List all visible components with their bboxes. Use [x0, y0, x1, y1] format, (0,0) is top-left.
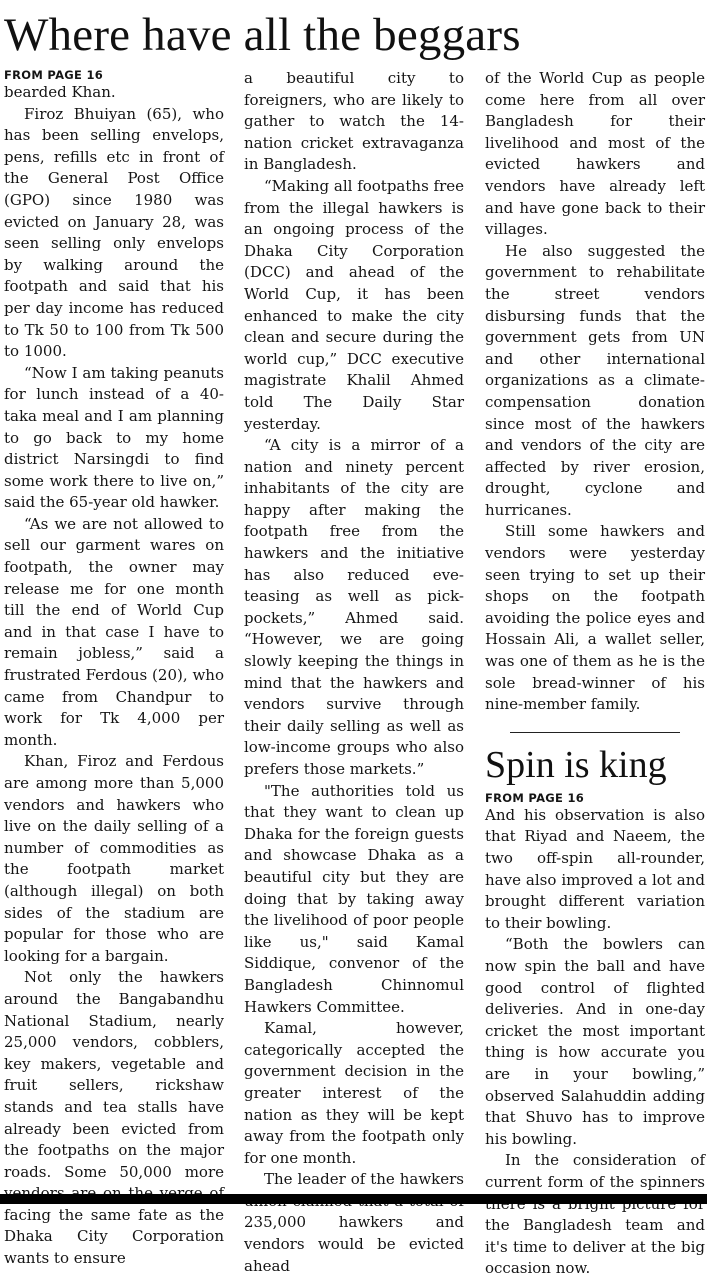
- paragraph: "The authorities told us that they want to clean up Dhaka for the foreign guests and showcase Dhaka as a beautiful city but they are doing that by taking away the livelihood of poor people like us," said Kamal Siddique, convenor of the Bangladesh Chinnomul Hawkers Committee.: [244, 781, 464, 1016]
- column-3: [485, 68, 705, 1280]
- paragraph: Still some hawkers and vendors were yesterday seen trying to set up their shops on the footpath avoiding the police eyes and Hossain Ali, a wallet seller, was one of them as he is the sole bread-winner of his nine-member family.: [485, 522, 705, 714]
- paragraph: Firoz Bhuiyan (65), who has been selling envelops, pens, refills etc in front of the General Post Office (GPO) since 1980 was evicted on January 28, was seen selling only envelops by walking around the footpath and said that his per day income has reduced to Tk 50 to 100 from Tk 500 to 1000.: [4, 104, 224, 361]
- spin-headline: Spin is king: [485, 743, 667, 786]
- paragraph: “Making all footpaths free from the illegal hawkers is an ongoing process of the Dhaka City Corporation (DCC) and ahead of the World Cup, it has been enhanced to make the city clean and secure during the world cup,” DCC executive magistrate Khalil Ahmed told The Daily Star yesterday.: [244, 176, 465, 433]
- paragraph: “Both the bowlers can now spin the ball and have good control of flighted deliveries. And in one-day cricket the most important thing is how accurate you are in your bowling,” observed Salahuddin adding that Shuvo has to improve his bowling.: [485, 935, 705, 1148]
- paragraph: “Now I am taking peanuts for lunch instead of a 40-taka meal and I am planning to go back to my home district Narsingdi to find some work there to live on,” said the 65-year old hawker.: [4, 363, 224, 512]
- column-1: [4, 68, 224, 1270]
- section-divider: [510, 732, 680, 733]
- bottom-border: [0, 1194, 707, 1204]
- paragraph: bearded Khan.: [4, 83, 116, 101]
- paragraph: Not only the hawkers around the Bangabandhu National Stadium, nearly 25,000 vendors, cobblers, key makers, vegetable and fruit sellers, rickshaw stands and tea stalls have already been evicted from the footpaths on the major roads. Some 50,000 more facing the same fate as the Dhaka City Corporation wants to ensure: [4, 968, 224, 1268]
- paragraph: Khan, Firoz and Ferdous are among more than 5,000 vendors and hawkers who live on the daily selling of a number of commodities as the footpath market (although illegal) on both sides of the stadium are popular for those who are looking for a bargain.: [4, 752, 224, 965]
- paragraph: “As we are not allowed to sell our garment wares on footpath, the owner may release me for one month till the end of World Cup and in that case I have to remain jobless,” said a frustrated Ferdous (20), who came from Chandpur to work for Tk 4,000 per month.: [4, 514, 224, 749]
- spin-jump-label: FROM PAGE 16: [485, 790, 585, 805]
- paragraph: “A city is a mirror of a nation and ninety percent inhabitants of the city are happy after making the footpath free from the hawkers and the initiative has also reduced eve-teasing as well as pick-pockets,” Ahmed said. “However, we are going slowly keeping the things in mind that the hawkers and vendors survive through their daily selling as well as low-income groups who also prefers those markets.”: [244, 436, 464, 778]
- column-2: [244, 68, 464, 1277]
- headline: Where have all the beggars: [4, 9, 521, 61]
- paragraph: And his observation is also that Riyad and Naeem, the two off-spin all-rounder, have also improved a lot and brought different variation to their bowling.: [485, 805, 705, 932]
- paragraph: In the consideration of current form of the spinners the Bangladesh team and it's time to deliver at the big occasion now.: [485, 1151, 705, 1278]
- paragraph: a beautiful city to foreigners, who are likely to gather to watch the 14-nation cricket extravaganza in Bangladesh.: [244, 69, 464, 174]
- paragraph: The leader of the hawkers 235,000 hawkers and vendors would be evicted ahead: [244, 1170, 464, 1275]
- paragraph: Kamal, however, categorically accepted the government decision in the greater interest of the nation as they will be kept away from the footpath only for one month.: [244, 1019, 464, 1167]
- jump-label: FROM PAGE 16: [4, 68, 104, 82]
- paragraph: of the World Cup as people come here from all over Bangladesh for their livelihood and most of the evicted hawkers and vendors have already left and have gone back to their villages.: [485, 69, 705, 239]
- paragraph: He also suggested the government to rehabilitate the street vendors disbursing funds that the government gets from UN and other international organizations as a climate-compensation donation since most of the hawkers and vendors of the city are affected by river erosion, drought, cyclone and hurricanes.: [485, 241, 705, 519]
